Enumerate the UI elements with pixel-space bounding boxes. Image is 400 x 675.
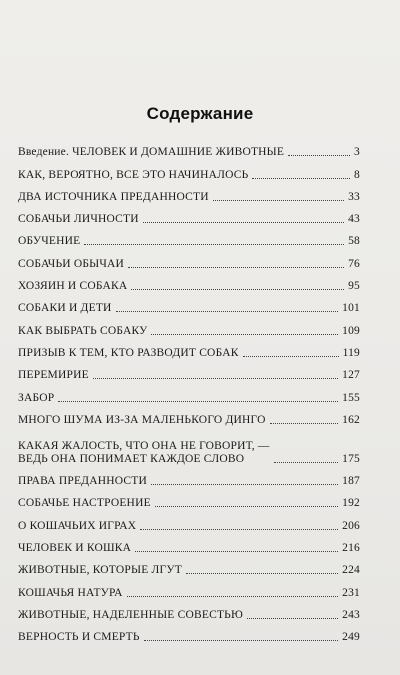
dot-leader [243, 356, 339, 357]
toc-entry-page-number: 58 [348, 235, 360, 248]
toc-entry-title: СОБАЧЬЕ НАСТРОЕНИЕ [18, 497, 151, 510]
toc-entry-page-number: 43 [348, 213, 360, 226]
toc-entry-title: ПРАВА ПРЕДАННОСТИ [18, 475, 147, 488]
toc-entry-title: КАК ВЫБРАТЬ СОБАКУ [18, 324, 148, 337]
dot-leader [84, 244, 344, 245]
toc-entry-page-number: 243 [342, 608, 360, 621]
table-of-contents [18, 137, 360, 644]
toc-entry-page-number: 33 [348, 190, 360, 203]
dot-leader [127, 596, 338, 597]
toc-entry-page-number: 187 [342, 475, 360, 488]
toc-entry-title: ОБУЧЕНИЕ [18, 235, 81, 248]
toc-entry-page-number: 224 [342, 564, 360, 577]
toc-entry-title: КОШАЧЬЯ НАТУРА [18, 586, 123, 599]
toc-entry-title: СОБАЧЬИ ЛИЧНОСТИ [18, 213, 139, 226]
toc-entry-page-number: 192 [342, 497, 360, 510]
toc-entry-page-number: 3 [354, 146, 360, 159]
toc-entry-title: КАКАЯ ЖАЛОСТЬ, ЧТО ОНА НЕ ГОВОРИТ, — ВЕДЬ ОНА ПОНИМАЕТ КАЖДОЕ СЛОВО [18, 439, 270, 465]
toc-entry-title: ЖИВОТНЫЕ, КОТОРЫЕ ЛГУТ [18, 564, 182, 577]
toc-entry-title: ПЕРЕМИРИЕ [18, 369, 89, 382]
dot-leader [144, 640, 338, 641]
toc-entry [18, 382, 360, 404]
toc-entry-page-number: 155 [342, 391, 360, 404]
dot-leader [140, 529, 338, 530]
toc-entry-title: ХОЗЯИН И СОБАКА [18, 280, 128, 293]
toc-entry [18, 466, 360, 488]
toc-entry [18, 577, 360, 599]
toc-entry [18, 182, 360, 204]
toc-entry [18, 315, 360, 337]
toc-entry [18, 338, 360, 360]
toc-entry-page-number: 162 [342, 413, 360, 426]
dot-leader [131, 289, 344, 290]
toc-entry-title: СОБАКИ И ДЕТИ [18, 302, 112, 315]
toc-entry-title: ДВА ИСТОЧНИКА ПРЕДАННОСТИ [18, 190, 209, 203]
toc-entry [18, 600, 360, 622]
dot-leader [135, 551, 338, 552]
toc-entry-title: О КОШАЧЬИХ ИГРАХ [18, 519, 137, 532]
dot-leader [151, 334, 338, 335]
toc-entry [18, 533, 360, 555]
toc-entry [18, 248, 360, 270]
dot-leader [155, 506, 338, 507]
dot-leader [274, 462, 339, 463]
toc-entry-page-number: 216 [342, 542, 360, 555]
toc-entry-title: ЧЕЛОВЕК И КОШКА [18, 542, 132, 555]
toc-entry-title: ЗАБОР [18, 391, 55, 404]
dot-leader [128, 267, 344, 268]
toc-entry [18, 271, 360, 293]
dot-leader [186, 573, 338, 574]
toc-entry-page-number: 249 [342, 631, 360, 644]
toc-entry [18, 488, 360, 510]
toc-entry-page-number: 101 [342, 302, 360, 315]
toc-entry-page-number: 8 [354, 168, 360, 181]
dot-leader [151, 484, 338, 485]
dot-leader [116, 311, 339, 312]
toc-entry-title: ЖИВОТНЫЕ, НАДЕЛЕННЫЕ СОВЕСТЬЮ [18, 608, 243, 621]
toc-entry-page-number: 127 [342, 369, 360, 382]
toc-entry-title: Введение. ЧЕЛОВЕК И ДОМАШНИЕ ЖИВОТНЫЕ [18, 146, 285, 159]
toc-entry [18, 405, 360, 427]
toc-entry [18, 204, 360, 226]
toc-entry [18, 427, 360, 466]
toc-entry-title: МНОГО ШУМА ИЗ-ЗА МАЛЕНЬКОГО ДИНГО [18, 413, 266, 426]
toc-entry [18, 159, 360, 181]
toc-entry-page-number: 95 [348, 280, 360, 293]
toc-entry-title: СОБАЧЬИ ОБЫЧАИ [18, 257, 125, 270]
dot-leader [288, 155, 350, 156]
toc-entry-page-number: 175 [342, 452, 360, 465]
dot-leader [58, 401, 338, 402]
toc-entry [18, 622, 360, 644]
toc-entry-page-number: 76 [348, 257, 360, 270]
page-title: Содержание [146, 104, 254, 123]
toc-entry [18, 137, 360, 159]
toc-entry [18, 360, 360, 382]
dot-leader [247, 618, 338, 619]
dot-leader [143, 222, 344, 223]
toc-entry-page-number: 119 [342, 346, 360, 359]
toc-entry [18, 555, 360, 577]
toc-entry [18, 226, 360, 248]
toc-entry-page-number: 206 [342, 519, 360, 532]
dot-leader [93, 378, 338, 379]
dot-leader [270, 423, 339, 424]
toc-entry-title: КАК, ВЕРОЯТНО, ВСЕ ЭТО НАЧИНАЛОСЬ [18, 168, 249, 181]
toc-entry-title: ПРИЗЫВ К ТЕМ, КТО РАЗВОДИТ СОБАК [18, 346, 239, 359]
dot-leader [252, 178, 350, 179]
toc-entry-page-number: 109 [342, 324, 360, 337]
toc-entry-page-number: 231 [342, 586, 360, 599]
toc-entry [18, 510, 360, 532]
toc-entry [18, 293, 360, 315]
dot-leader [213, 200, 344, 201]
toc-entry-title: ВЕРНОСТЬ И СМЕРТЬ [18, 631, 140, 644]
